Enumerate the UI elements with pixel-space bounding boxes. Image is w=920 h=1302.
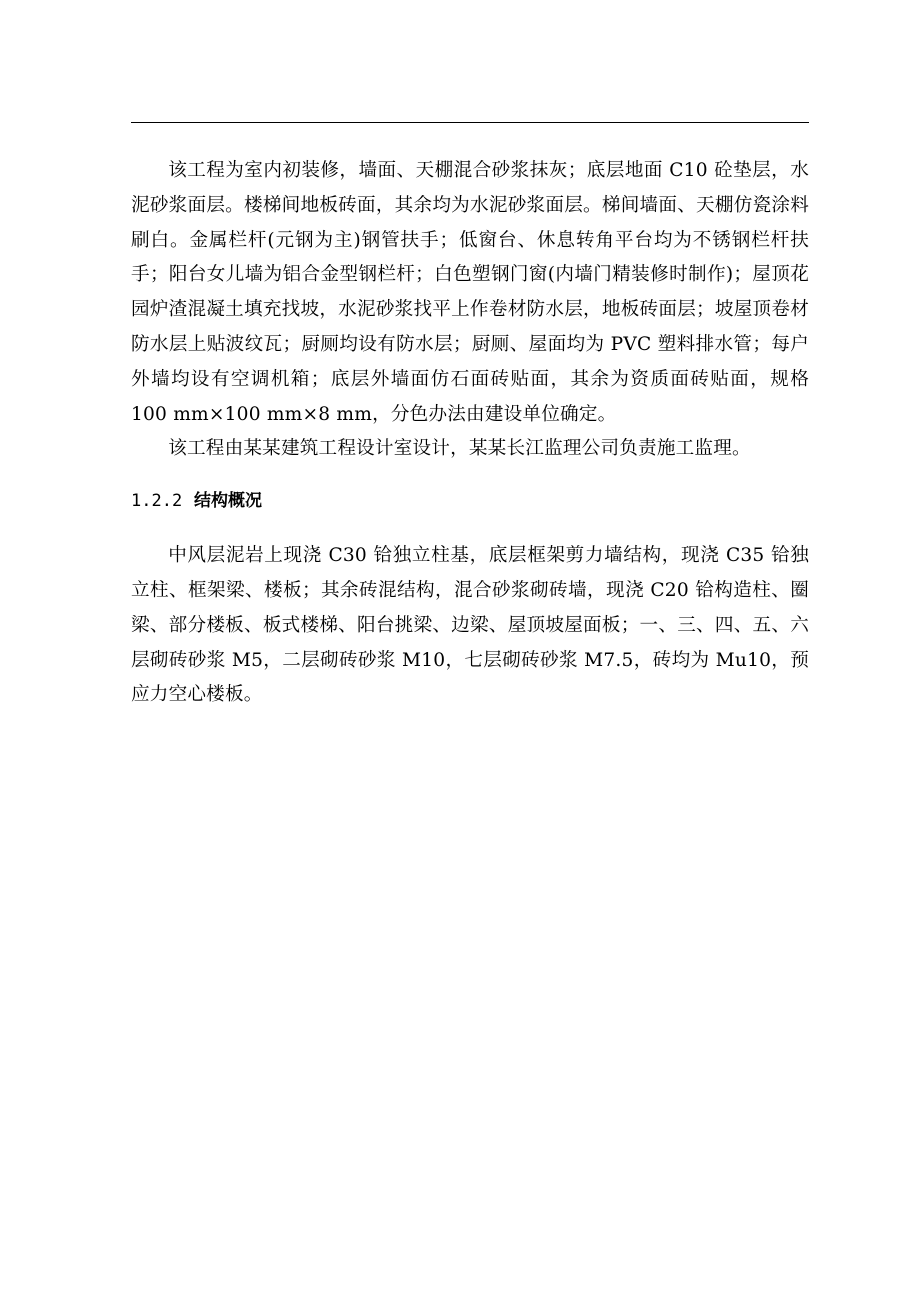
document-body	[131, 154, 809, 713]
paragraph-design-supervision: 该工程由某某建筑工程设计室设计，某某长江监理公司负责施工监理。	[168, 438, 751, 460]
section-heading	[131, 487, 809, 515]
section-number: 1.2.2	[131, 491, 183, 512]
paragraph-finishing: 该工程为室内初装修，墙面、天棚混合砂浆抹灰；底层地面 C10 砼垫层，水泥砂浆面层。楼梯间地板砖面，其余均为水泥砂浆面层。梯间墙面、天棚仿瓷涂料刷白。金属栏杆(元钢为主)钢管扶手；低窗台、休息转角平台均为不锈钢栏杆扶手；阳台女儿墙为铝合金型钢栏杆；白色塑钢门窗(内墙门精装修时制作)；屋顶花园炉渣混凝土填充找坡，水泥砂浆找平上作卷材防水层，地板砖面层；坡屋顶卷材防水层上贴波纹瓦；厨厕均设有防水层；厨厕、屋面均为 PVC 塑料排水管；每户外墙均设有空调机箱；底层外墙面仿石面砖贴面，其余为资质面砖贴面，规格 100 mm×100 mm×8 mm，分色办法由建设单位确定。	[131, 160, 809, 425]
paragraph-structure: 中风层泥岩上现浇 C30 铪独立柱基，底层框架剪力墙结构，现浇 C35 铪独立柱、框架梁、楼板；其余砖混结构，混合砂浆砌砖墙，现浇 C20 铪构造柱、圈梁、部分楼板、板式楼梯、阳台挑梁、边梁、屋顶坡屋面板；一、三、四、五、六层砌砖砂浆 M5，二层砌砖砂浆 M10，七层砌砖砂浆 M7.5，砖均为 Mu10，预应力空心楼板。	[131, 545, 809, 706]
section-title: 结构概况	[194, 491, 262, 512]
header-rule	[131, 122, 809, 123]
